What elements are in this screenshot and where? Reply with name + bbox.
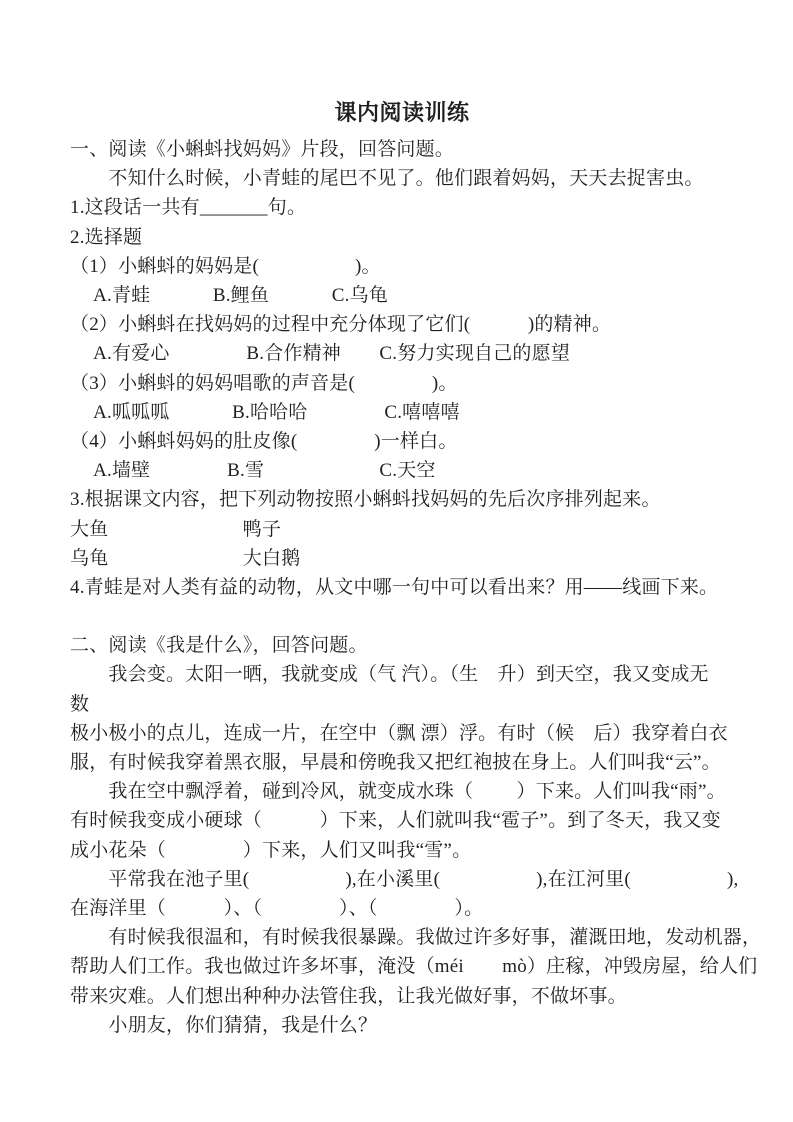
- s2-para1-line4: 服，有时候我穿着黑衣服，早晨和傍晚我又把红袍披在身上。人们叫我“云”。: [70, 752, 721, 774]
- s2-para3-line2: 在海洋里（ ）、（ ）、（ ）。: [70, 898, 484, 920]
- s2-para1-line1: 我会变。太阳一晒，我就变成（气 汽）。（生 升）到天空，我又变成无: [70, 664, 709, 686]
- section-reading-1: [70, 135, 734, 602]
- s1-q2-item-1: （1）小蝌蚪的妈妈是( )。: [70, 255, 381, 277]
- s1-q3-animals-row-2: 乌龟 大白鹅: [70, 547, 301, 569]
- s1-q2-item-3: （3）小蝌蚪的妈妈唱歌的声音是( )。: [70, 372, 458, 394]
- s1-question-3: 3.根据课文内容，把下列动物按照小蝌蚪找妈妈的先后次序排列起来。: [70, 489, 661, 511]
- s2-heading: 二、阅读《我是什么》，回答问题。: [70, 635, 368, 657]
- s1-q3-animals-row-1: 大鱼 鸭子: [70, 518, 282, 540]
- s1-question-4: 4.青蛙是对人类有益的动物，从文中哪一句中可以看出来？用——线画下来。: [70, 577, 719, 599]
- s1-q2-item-3-options: A.呱呱呱 B.哈哈哈 C.嘻嘻嘻: [70, 401, 460, 423]
- s2-para2-line2: 有时候我变成小硬球（ ）下来，人们就叫我“雹子”。到了冬天，我又变: [70, 810, 721, 832]
- s2-para4-line1: 有时候我很温和，有时候我很暴躁。我做过许多好事，灌溉田地，发动机器，: [70, 927, 762, 949]
- s2-para3-line1: 平常我在池子里( ),在小溪里( ),在江河里( ),: [70, 868, 739, 890]
- s2-para1-line3: 极小极小的点儿，连成一片，在空中（飘 漂）浮。有时（候 后）我穿着白衣: [70, 722, 728, 744]
- s1-passage: 不知什么时候，小青蛙的尾巴不见了。他们跟着妈妈，天天去捉害虫。: [70, 168, 704, 190]
- s2-para2-line1: 我在空中飘浮着，碰到冷风，就变成水珠（ ）下来。人们叫我“雨”。: [70, 781, 726, 803]
- s2-para1-line2: 数: [70, 693, 90, 715]
- s2-para4-line3: 带来灾难。人们想出种种办法管住我，让我光做好事，不做坏事。: [70, 985, 627, 1007]
- s1-q2-item-2-options: A.有爱心 B.合作精神 C.努力实现自己的愿望: [70, 343, 571, 365]
- s1-q2-item-4: （4）小蝌蚪妈妈的肚皮像( )一样白。: [70, 431, 458, 453]
- s2-closing-question: 小朋友，你们猜猜，我是什么？: [70, 1014, 378, 1036]
- section-reading-2: [70, 631, 762, 1040]
- s1-q2-item-1-options: A.青蛙 B.鲤鱼 C.乌龟: [70, 285, 388, 307]
- s1-q2-item-4-options: A.墙壁 B.雪 C.天空: [70, 460, 436, 482]
- s1-heading: 一、阅读《小蝌蚪找妈妈》片段，回答问题。: [70, 139, 455, 160]
- s1-q2-item-2: （2）小蝌蚪在找妈妈的过程中充分体现了它们( )的精神。: [70, 314, 612, 336]
- doc-title: 课内阅读训练: [334, 100, 470, 125]
- s1-question-1: 1.这段话一共有_______句。: [70, 197, 307, 219]
- s2-para4-line2: 帮助人们工作。我也做过许多坏事，淹没（méi mò）庄稼，冲毁房屋，给人们: [70, 956, 758, 978]
- s1-question-2: 2.选择题: [70, 226, 143, 248]
- s2-para2-line3: 成小花朵（ ）下来，人们又叫我“雪”。: [70, 839, 472, 861]
- page-content: [70, 100, 762, 1040]
